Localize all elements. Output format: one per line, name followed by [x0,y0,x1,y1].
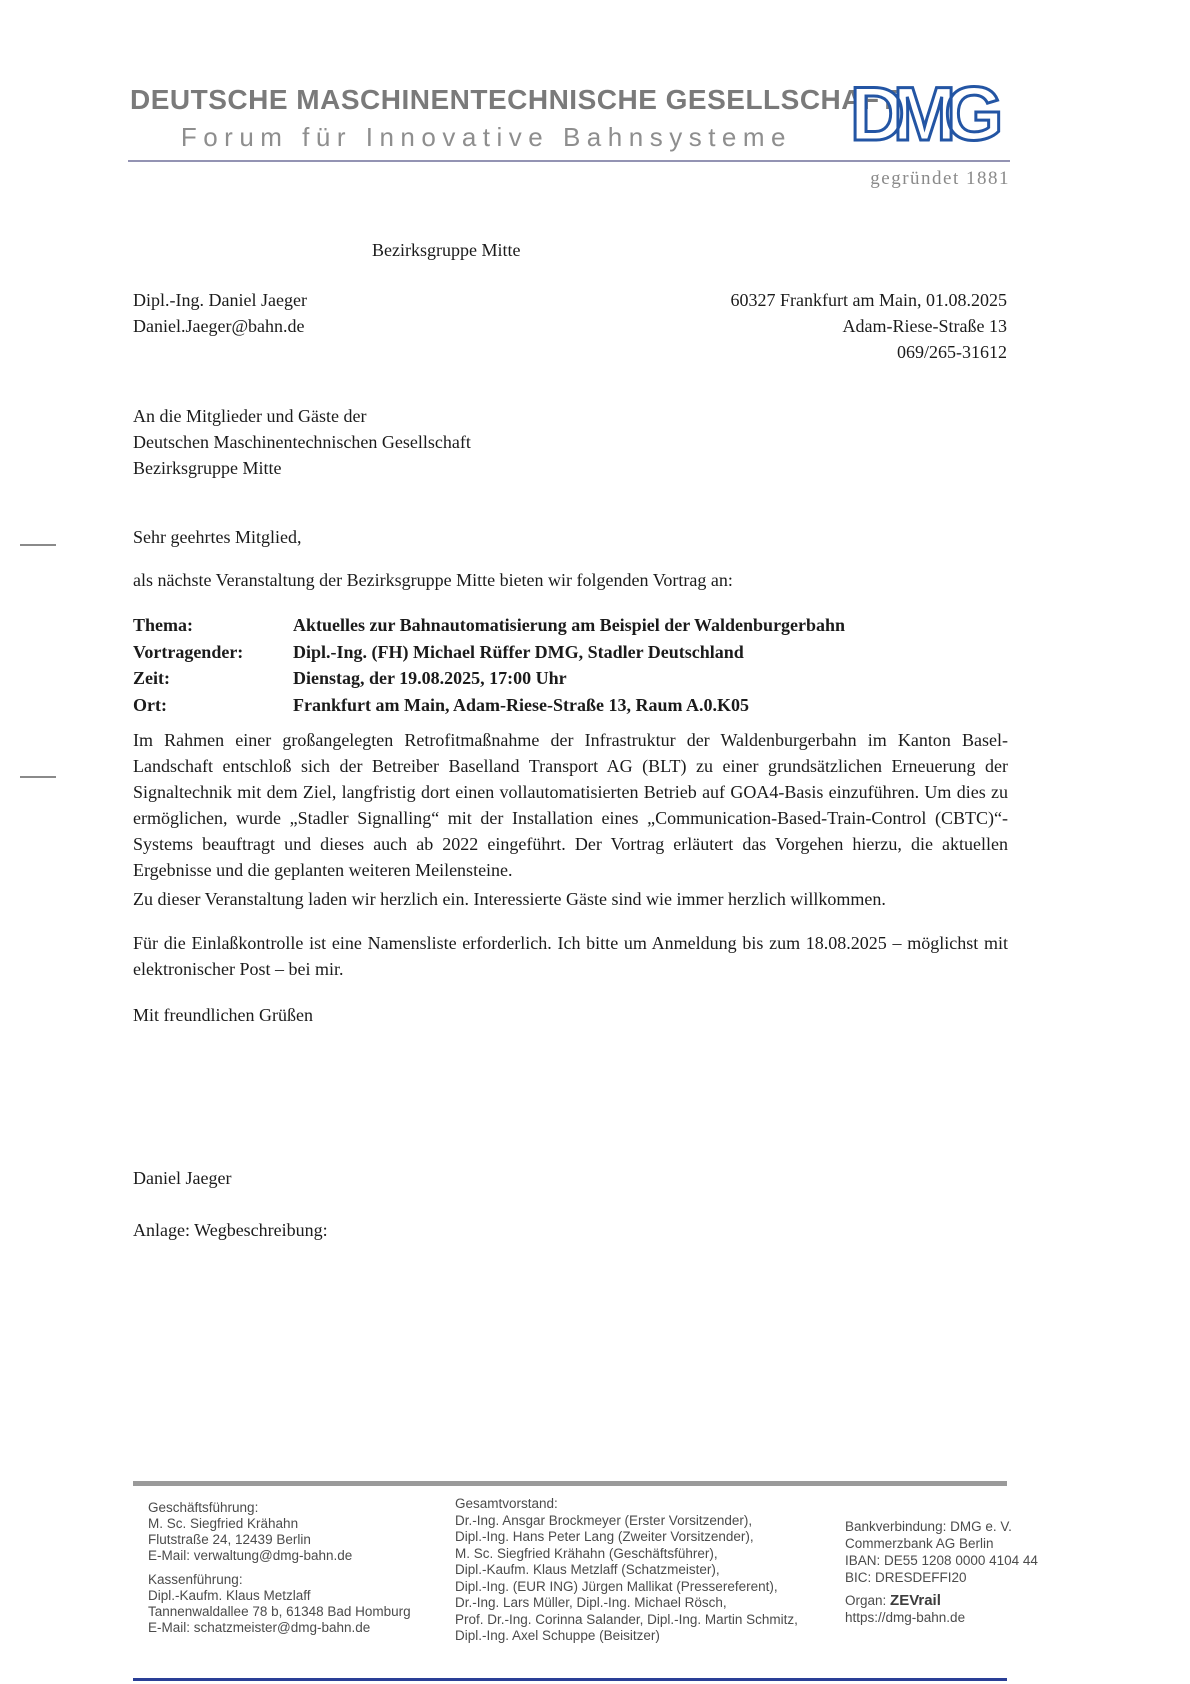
dmg-logo-text: DMG [850,74,992,156]
sender-email: Daniel.Jaeger@bahn.de [133,316,305,336]
footer-management-column [148,1500,438,1636]
dmg-logo-icon [848,74,1018,156]
brand-subtitle: Forum für Innovative Bahnsysteme [180,122,792,152]
place-date: 60327 Frankfurt am Main, 01.08.2025 [730,290,1007,310]
board-line: Dipl.-Ing. Axel Schuppe (Beisitzer) [455,1628,660,1643]
treasury-line: E-Mail: schatzmeister@dmg-bahn.de [148,1620,371,1635]
closing: Mit freundlichen Grüßen [133,1005,313,1025]
detail-label: Zeit: [133,668,170,688]
salutation: Sehr geehrtes Mitglied, [133,527,302,547]
paragraph-3: Für die Einlaßkontrolle ist eine Namensliste erforderlich. Ich bitte um Anmeldung bis zum 18.08.2025 – möglichst mit elektronischer Post – bei mir. [133,933,1008,979]
board-line: M. Sc. Siegfried Krähahn (Geschäftsführer), [455,1545,718,1561]
footer-board-column [455,1496,815,1645]
board-line: Prof. Dr.-Ing. Corinna Salander, Dipl.-Ing. Martin Schmitz, [455,1611,798,1627]
management-line: M. Sc. Siegfried Krähahn [148,1516,299,1531]
paragraph-2: Zu dieser Veranstaltung laden wir herzlich ein. Interessierte Gäste sind wie immer herzlich willkommen. [133,889,886,909]
board-title: Gesamtvorstand: [455,1496,558,1511]
bank-line: Commerzbank AG Berlin [845,1536,994,1551]
signature-name: Daniel Jaeger [133,1168,232,1188]
board-line: Dipl.-Ing. Hans Peter Lang (Zweiter Vorsitzender), [455,1529,754,1544]
paragraph-1: Im Rahmen einer großangelegten Retrofitmaßnahme der Infrastruktur der Waldenburgerbahn im Kanton Basel-Landschaft entschloß sich der Betreiber Baselland Transport AG (BLT) zu einer grundsätzlichen Erneuerung der Signaltechnik mit dem Ziel, langfristig dort einen vollautomatisierten Betrieb auf GOA4-Basis einzuführen. Um dies zu ermöglichen, wurde „Stadler Signalling“ mit der Installation eines „Communication-Based-Train-Control (CBTC)“-Systems beauftragt und dieses auch ab 2022 eingeführt. Der Vortrag erläutert das Vorgehen hierzu, die aktuellen Ergebnisse und die geplanten weiteren Meilensteine. [133,730,1008,880]
board-line: Dr.-Ing. Lars Müller, Dipl.-Ing. Michael Rösch, [455,1595,727,1610]
treasury-line: Dipl.-Kaufm. Klaus Metzlaff [148,1588,311,1603]
bank-line: IBAN: DE55 1208 0000 4104 44 [845,1553,1038,1568]
street: Adam-Riese-Straße 13 [842,316,1007,336]
detail-label: Vortragender: [133,641,244,662]
recipient-line: Bezirksgruppe Mitte [133,458,282,478]
bank-line: BIC: DRESDEFFI20 [845,1570,967,1585]
detail-label: Thema: [133,615,193,635]
dmg-logo [848,74,1018,156]
detail-row-zeit [133,665,1013,692]
recipient-line: Deutschen Maschinentechnischen Gesellschaft [133,432,471,452]
founded-label: gegründet 1881 [870,168,1010,189]
enclosure-note: Anlage: Wegbeschreibung: [133,1220,328,1240]
phone: 069/265-31612 [897,342,1007,362]
bottom-rule [133,1678,1007,1681]
management-line: E-Mail: verwaltung@dmg-bahn.de [148,1548,353,1563]
board-line: Dipl.-Kaufm. Klaus Metzlaff (Schatzmeister), [455,1562,720,1577]
board-line: Dipl.-Ing. (EUR ING) Jürgen Mallikat (Pressereferent), [455,1578,778,1594]
detail-row-ort [133,692,1013,719]
sender-name: Dipl.-Ing. Daniel Jaeger [133,290,307,310]
treasury-title: Kassenführung: [148,1572,243,1587]
recipient-line: An die Mitglieder und Gäste der [133,406,367,426]
return-address-block [500,287,1007,365]
detail-row-vortragender [133,639,1013,666]
management-line: Flutstraße 24, 12439 Berlin [148,1532,311,1547]
website: https://dmg-bahn.de [845,1610,966,1625]
treasury-line: Tannenwaldallee 78 b, 61348 Bad Homburg [148,1604,411,1619]
fold-mark [20,544,56,546]
bank-line: Bankverbindung: DMG e. V. [845,1519,1012,1534]
board-line: Dr.-Ing. Ansgar Brockmeyer (Erster Vorsitzender), [455,1512,753,1528]
organ-name: ZEVrail [890,1592,941,1609]
detail-label: Ort: [133,694,167,715]
detail-value: Frankfurt am Main, Adam-Riese-Straße 13, Raum A.0.K05 [293,694,749,715]
talk-details [133,612,1013,718]
footer-rule [133,1481,1007,1486]
detail-row-thema [133,612,1013,639]
sender-block [133,287,307,339]
brand-block [130,84,898,153]
detail-value: Dienstag, der 19.08.2025, 17:00 Uhr [293,668,567,688]
brand-title: DEUTSCHE MASCHINENTECHNISCHE GESELLSCHAFT [130,84,898,115]
detail-value: Dipl.-Ing. (FH) Michael Rüffer DMG, Stadler Deutschland [293,641,744,662]
intro-line: als nächste Veranstaltung der Bezirksgruppe Mitte bieten wir folgenden Vortrag an: [133,570,733,590]
organ-line [845,1592,1085,1609]
detail-value: Aktuelles zur Bahnautomatisierung am Beispiel der Waldenburgerbahn [293,615,846,635]
management-title: Geschäftsführung: [148,1500,259,1515]
organ-label: Organ: [845,1593,891,1608]
recipient-block [133,403,471,481]
header-rule [128,160,1010,162]
fold-mark [20,776,56,778]
group-title: Bezirksgruppe Mitte [372,240,521,260]
footer-bank-column [845,1518,1085,1626]
